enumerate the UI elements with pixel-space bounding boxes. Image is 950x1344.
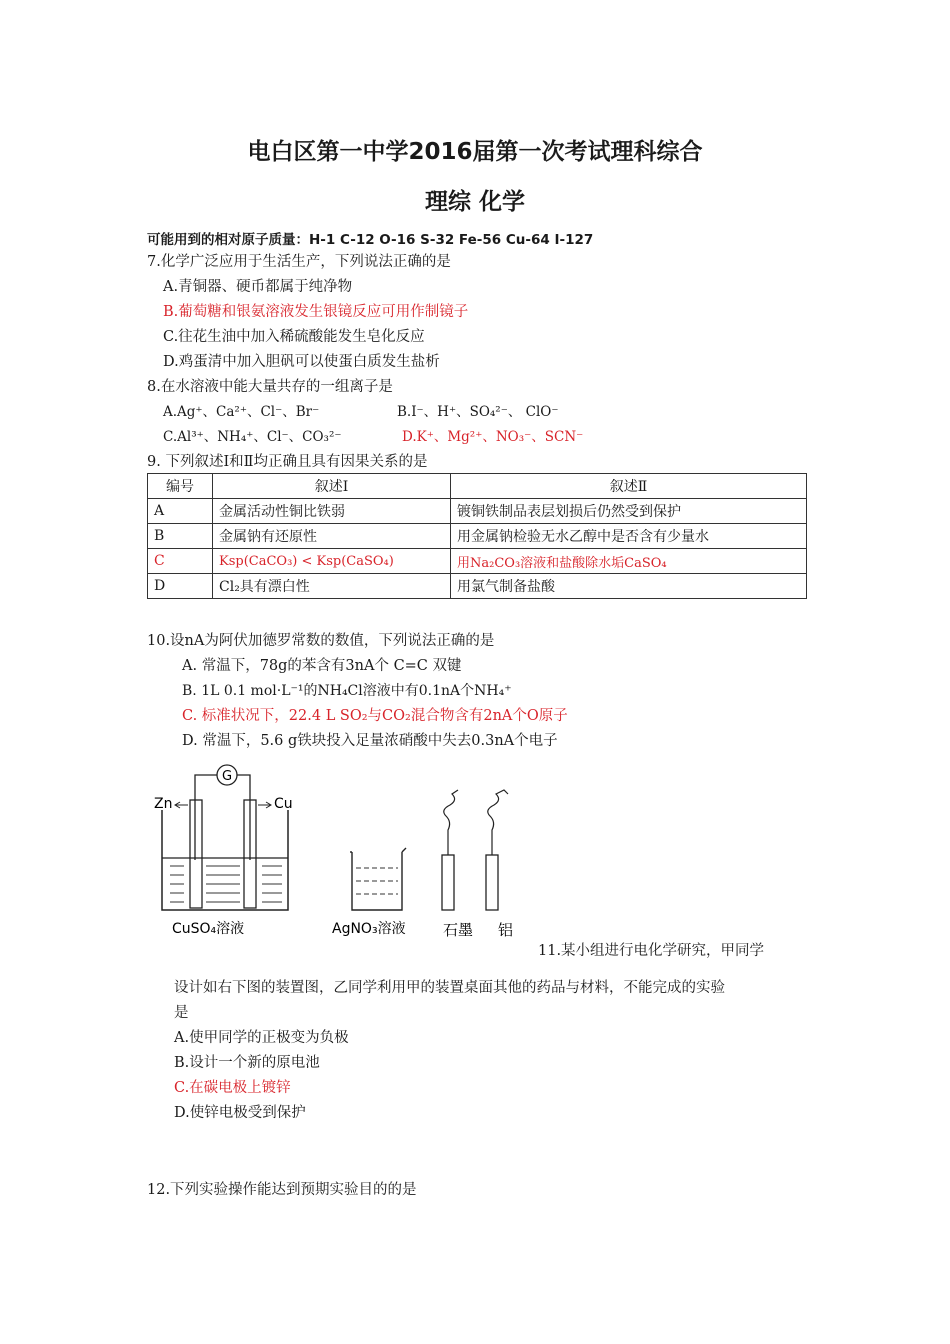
exam-title: 电白区第一中学2016届第一次考试理科综合 — [247, 139, 703, 165]
q7-stem: 7.化学广泛应用于生活生产，下列说法正确的是 — [147, 254, 451, 270]
q10-option-c: C. 标准状况下，22.4 L SO₂与CO₂混合物含有2nA个O原子 — [182, 708, 568, 724]
q10-option-d: D. 常温下，5.6 g铁块投入足量浓硝酸中失去0.3nA个电子 — [182, 733, 558, 749]
table-row — [148, 524, 807, 549]
q8-option-d: D.K⁺、Mg²⁺、NO₃⁻、SCN⁻ — [402, 429, 584, 445]
q8-option-b: B.I⁻、H⁺、SO₄²⁻、 ClO⁻ — [397, 404, 559, 420]
table-row — [148, 574, 807, 599]
table-cell: D — [148, 574, 213, 599]
table-cell: 用氯气制备盐酸 — [451, 574, 807, 599]
table-row — [148, 499, 807, 524]
q7-option-c: C.往花生油中加入稀硫酸能发生皂化反应 — [163, 329, 425, 345]
table-cell: 用金属钠检验无水乙醇中是否含有少量水 — [451, 524, 807, 549]
q10-option-a: A. 常温下，78g的苯含有3nA个 C=C 双键 — [182, 658, 462, 674]
q8-stem: 8.在水溶液中能大量共存的一组离子是 — [147, 379, 393, 395]
q10-option-b: B. 1L 0.1 mol·L⁻¹的NH₄Cl溶液中有0.1nA个NH₄⁺ — [182, 683, 512, 699]
galvanometer-cell — [154, 765, 293, 937]
table-cell: Cl₂具有漂白性 — [213, 574, 451, 599]
exam-subtitle: 理综 化学 — [424, 189, 525, 215]
q12-stem: 12.下列实验操作能达到预期实验目的的是 — [147, 1182, 417, 1198]
agno3-beaker — [332, 848, 406, 937]
q10-stem: 10.设nA为阿伏加德罗常数的数值，下列说法正确的是 — [147, 633, 495, 649]
q7-option-d: D.鸡蛋清中加入胆矾可以使蛋白质发生盐析 — [163, 354, 440, 370]
q7-option-a: A.青铜器、硬币都属于纯净物 — [163, 279, 353, 295]
agno3-label: AgNO₃溶液 — [332, 921, 406, 937]
aluminum-label: 铝 — [498, 921, 514, 939]
header-cell: 叙述Ⅱ — [451, 474, 807, 499]
q9-table — [147, 473, 807, 599]
q11-option-b: B.设计一个新的原电池 — [174, 1055, 320, 1071]
table-cell: 镀铜铁制品表层划损后仍然受到保护 — [451, 499, 807, 524]
table-cell: C — [148, 549, 213, 574]
q11-stem-c: 是 — [174, 1005, 189, 1021]
graphite-electrode — [442, 790, 473, 939]
zn-electrode — [190, 800, 202, 908]
cuso4-label: CuSO₄溶液 — [172, 921, 245, 937]
graphite-label: 石墨 — [443, 921, 474, 939]
galvanometer-label: G — [221, 769, 233, 784]
table-cell: 用Na₂CO₃溶液和盐酸除水垢CaSO₄ — [451, 549, 807, 574]
q11-option-c: C.在碳电极上镀锌 — [174, 1080, 291, 1096]
table-cell: 金属活动性铜比铁弱 — [213, 499, 451, 524]
q8-option-a: A.Ag⁺、Ca²⁺、Cl⁻、Br⁻ — [163, 404, 320, 420]
q7-option-b: B.葡萄糖和银氨溶液发生银镜反应可用作制镜子 — [163, 304, 469, 320]
q8-option-c: C.Al³⁺、NH₄⁺、Cl⁻、CO₃²⁻ — [163, 429, 342, 445]
header-cell: 编号 — [148, 474, 213, 499]
q9-stem: 9. 下列叙述Ⅰ和Ⅱ均正确且具有因果关系的是 — [147, 454, 428, 470]
table-cell: Ksp(CaCO₃) < Ksp(CaSO₄) — [213, 549, 451, 574]
q11-stem-a: 11.某小组进行电化学研究，甲同学 — [538, 943, 765, 959]
q11-option-d: D.使锌电极受到保护 — [174, 1105, 306, 1121]
q11-option-a: A.使甲同学的正极变为负极 — [174, 1030, 349, 1046]
header-cell: 叙述Ⅰ — [213, 474, 451, 499]
electrochem-figure — [140, 760, 540, 945]
table-cell: A — [148, 499, 213, 524]
q11-stem-b: 设计如右下图的装置图，乙同学利用甲的装置桌面其他的药品与材料，不能完成的实验 — [174, 980, 725, 996]
table-cell: B — [148, 524, 213, 549]
zn-label: Zn — [154, 796, 173, 812]
cu-label: Cu — [274, 796, 293, 812]
aluminum-electrode — [486, 790, 513, 939]
table-cell: 金属钠有还原性 — [213, 524, 451, 549]
table-header-row — [148, 474, 807, 499]
beaker — [162, 810, 288, 910]
atomic-masses: 可能用到的相对原子质量：H-1 C-12 O-16 S-32 Fe-56 Cu-64 I-127 — [147, 232, 594, 248]
table-row — [148, 549, 807, 574]
